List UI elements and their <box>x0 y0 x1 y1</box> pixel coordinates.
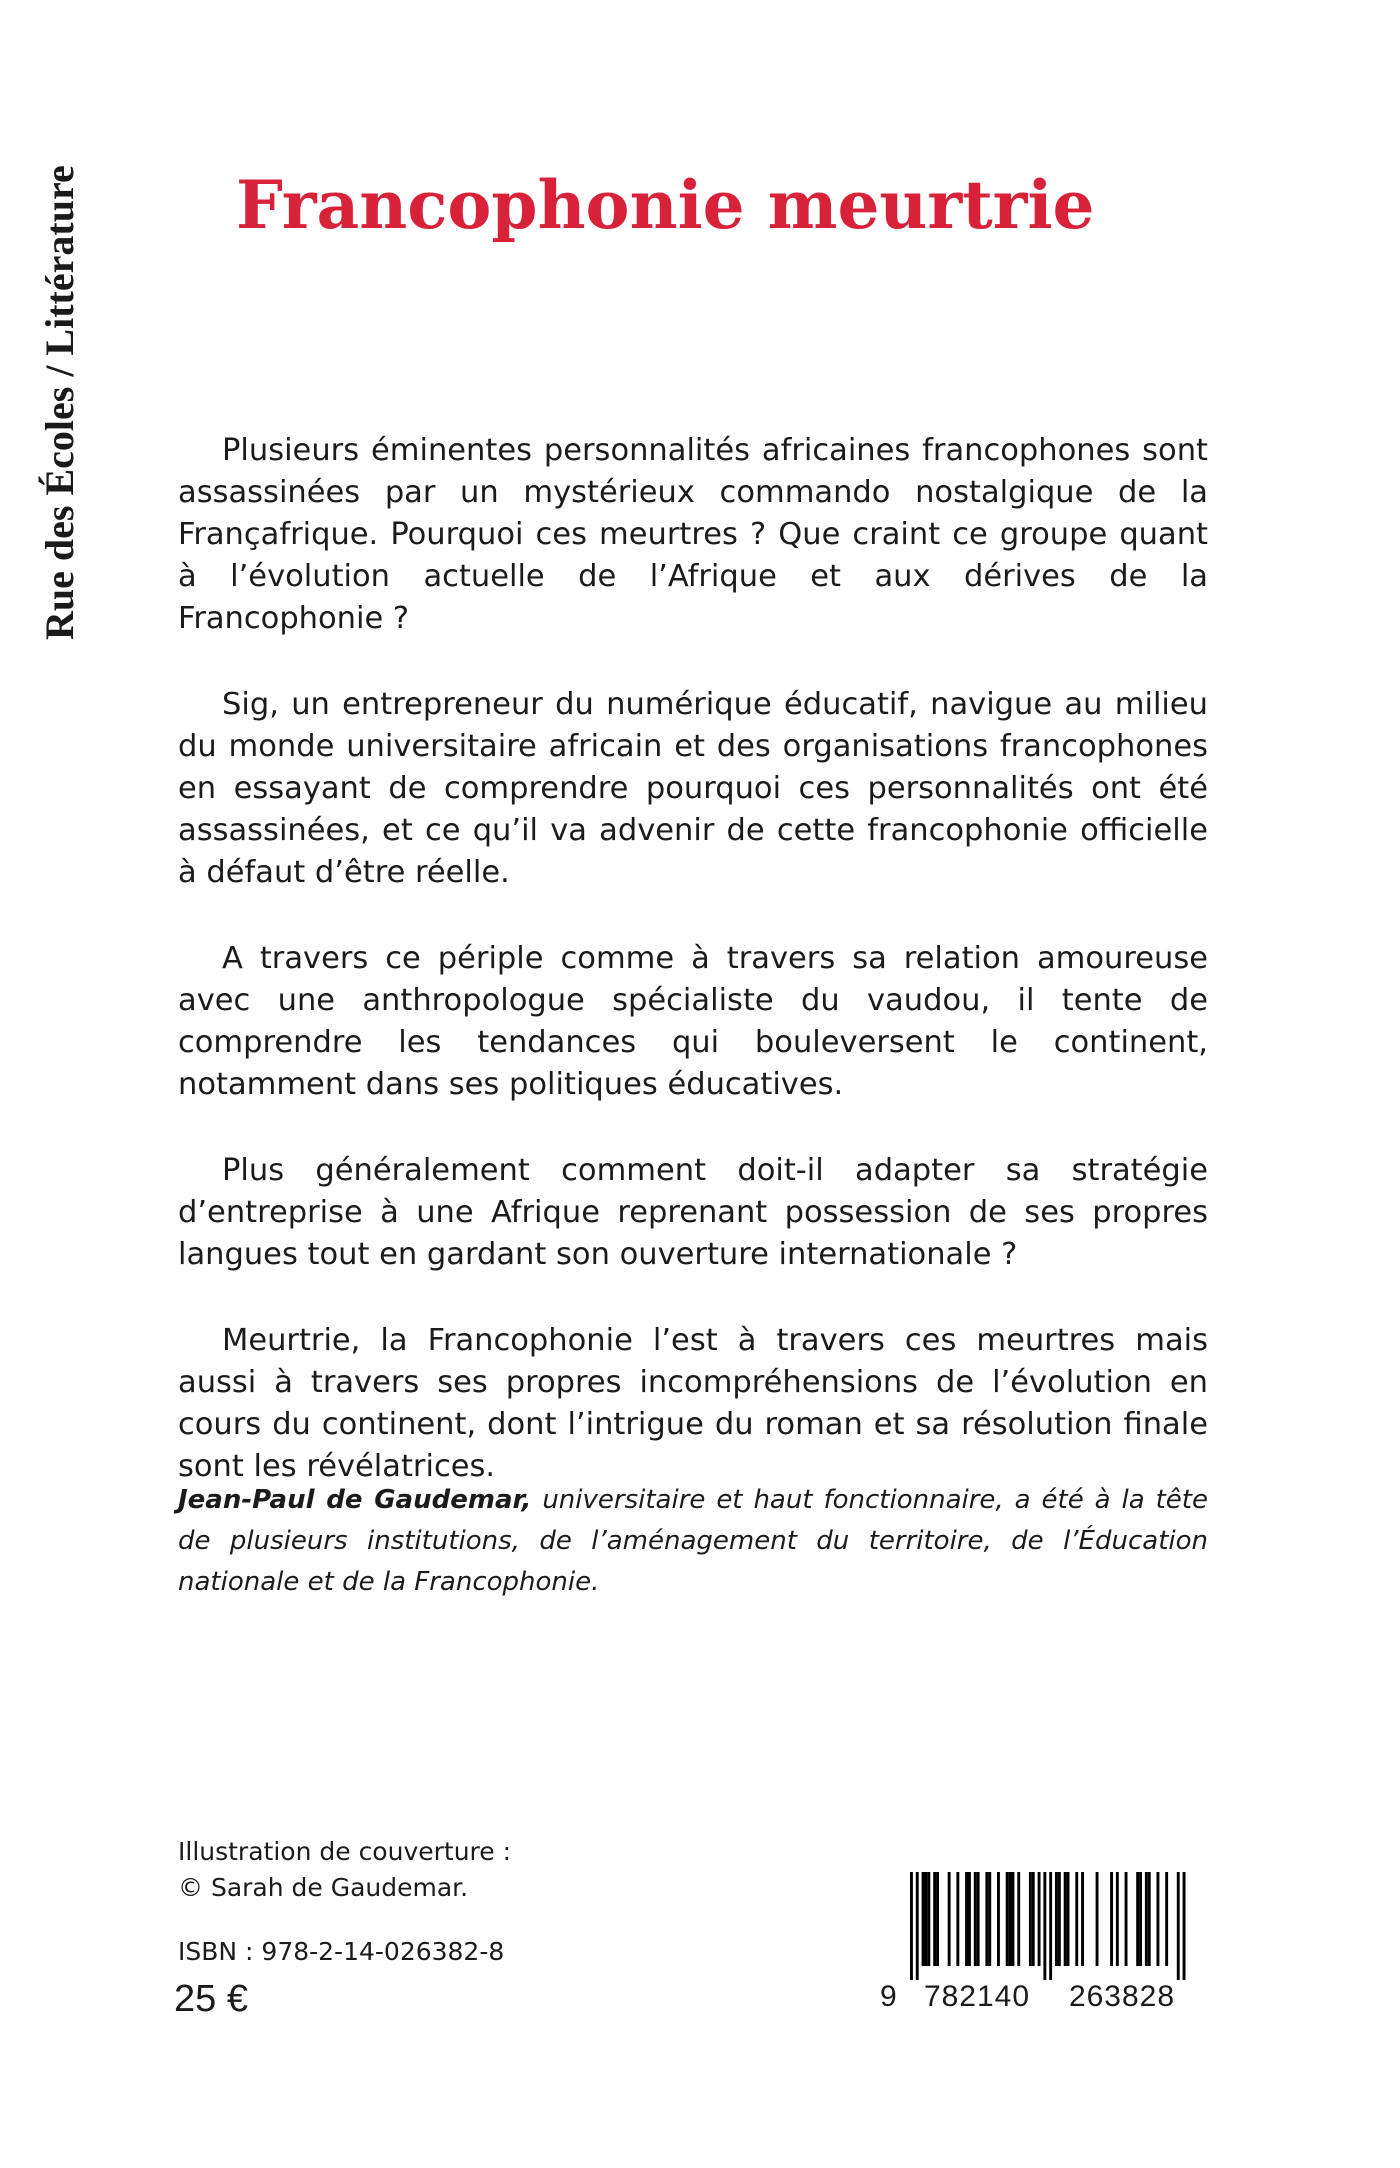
barcode-bar <box>1038 1872 1041 1966</box>
credits-name: © Sarah de Gaudemar. <box>178 1873 469 1902</box>
barcode <box>880 1868 1200 2018</box>
barcode-bar <box>988 1872 991 1966</box>
barcode-bar <box>933 1872 936 1966</box>
barcode-guard-bar <box>1177 1872 1180 1980</box>
blurb-paragraph: Sig, un entrepreneur du numérique éducatif, navigue au milieu du monde universitaire africain et des organisations francophones en essayant de comprendre pourquoi ces personnalités ont été assassinées, et ce qu’il va advenir de cette francophonie officielle à défaut d’être réelle. <box>178 687 1208 890</box>
barcode-guard-bar <box>1183 1872 1186 1980</box>
barcode-bar <box>1067 1872 1070 1966</box>
blurb-paragraph: Plusieurs éminentes personnalités africaines francophones sont assassinées par un mystérieux commando nostalgique de la Françafrique. Pourquoi ces meurtres ? Que craint ce groupe quant à l’évolution actuelle de l’Afrique et aux dérives de la Francophonie ? <box>178 433 1208 636</box>
series-label: Rue des Écoles / Littérature <box>37 165 82 640</box>
barcode-bar <box>1075 1872 1078 1966</box>
barcode-bar <box>1110 1872 1113 1966</box>
price: 25 € <box>174 1978 248 2020</box>
barcode-bar <box>1055 1872 1058 1966</box>
barcode-bar <box>1064 1872 1067 1966</box>
barcode-first-digit: 9 <box>880 1980 898 2013</box>
barcode-bar <box>1029 1872 1032 1966</box>
barcode-bar <box>1012 1872 1015 1966</box>
barcode-left-group: 782140 <box>923 1980 1031 2013</box>
barcode-bar <box>968 1872 971 1966</box>
isbn: ISBN : 978-2-14-026382-8 <box>178 1937 505 1966</box>
barcode-bars <box>880 1868 1200 1980</box>
barcode-bar <box>927 1872 930 1966</box>
barcode-digits <box>880 1980 1200 2014</box>
barcode-bar <box>1116 1872 1119 1966</box>
barcode-bar <box>1096 1872 1099 1966</box>
barcode-bar <box>965 1872 968 1966</box>
cover-credits <box>178 1834 511 1906</box>
barcode-bar <box>1125 1872 1128 1966</box>
barcode-bar <box>936 1872 939 1966</box>
barcode-bar <box>1165 1872 1168 1966</box>
barcode-bar <box>974 1872 977 1966</box>
barcode-bar <box>977 1872 980 1966</box>
barcode-bar <box>985 1872 988 1966</box>
barcode-bar <box>1017 1872 1020 1966</box>
barcode-bar <box>925 1872 928 1966</box>
barcode-guard-bar <box>1049 1872 1052 1980</box>
barcode-bar <box>1148 1872 1151 1966</box>
barcode-bar <box>956 1872 959 1966</box>
blurb-paragraph: A travers ce périple comme à travers sa relation amoureuse avec une anthropologue spécialiste du vaudou, il tente de comprendre les tendances qui bouleversent le continent, notamment dans ses politiques éducatives. <box>178 941 1208 1102</box>
barcode-right-group: 263828 <box>1068 1980 1176 2013</box>
barcode-guard-bar <box>910 1872 913 1980</box>
barcode-bar <box>1032 1872 1035 1966</box>
barcode-bar <box>1136 1872 1139 1966</box>
barcode-bar <box>997 1872 1000 1966</box>
barcode-bar <box>1058 1872 1061 1966</box>
book-title: Francophonie meurtrie <box>236 166 1095 244</box>
barcode-bar <box>922 1872 925 1966</box>
author-bio-text: universitaire et haut fonctionnaire, a été à la tête de plusieurs institutions, de l’aménagement du territoire, de l’Éducation nationale et de la Francophonie. <box>178 1485 1208 1597</box>
barcode-guard-bar <box>1043 1872 1046 1980</box>
blurb <box>178 430 1208 1532</box>
author-bio <box>178 1480 1208 1603</box>
barcode-bar <box>1009 1872 1012 1966</box>
blurb-paragraph: Meurtrie, la Francophonie l’est à travers ces meurtres mais aussi à travers ses propres incompréhensions de l’évolution en cours du continent, dont l’intrigue du roman et sa résolution finale sont les révélatrices. <box>178 1323 1208 1484</box>
barcode-bar <box>1145 1872 1148 1966</box>
barcode-bar <box>1139 1872 1142 1966</box>
blurb-paragraph: Plus généralement comment doit-il adapter sa stratégie d’entreprise à une Afrique reprenant possession de ses propres langues tout en gardant son ouverture internationale ? <box>178 1153 1208 1272</box>
barcode-bar <box>948 1872 951 1966</box>
barcode-guard-bar <box>916 1872 919 1980</box>
barcode-bar <box>1081 1872 1084 1966</box>
credits-label: Illustration de couverture : <box>178 1837 512 1866</box>
author-name: Jean-Paul de Gaudemar, <box>178 1485 532 1515</box>
barcode-bar <box>1157 1872 1160 1966</box>
barcode-bar <box>1006 1872 1009 1966</box>
